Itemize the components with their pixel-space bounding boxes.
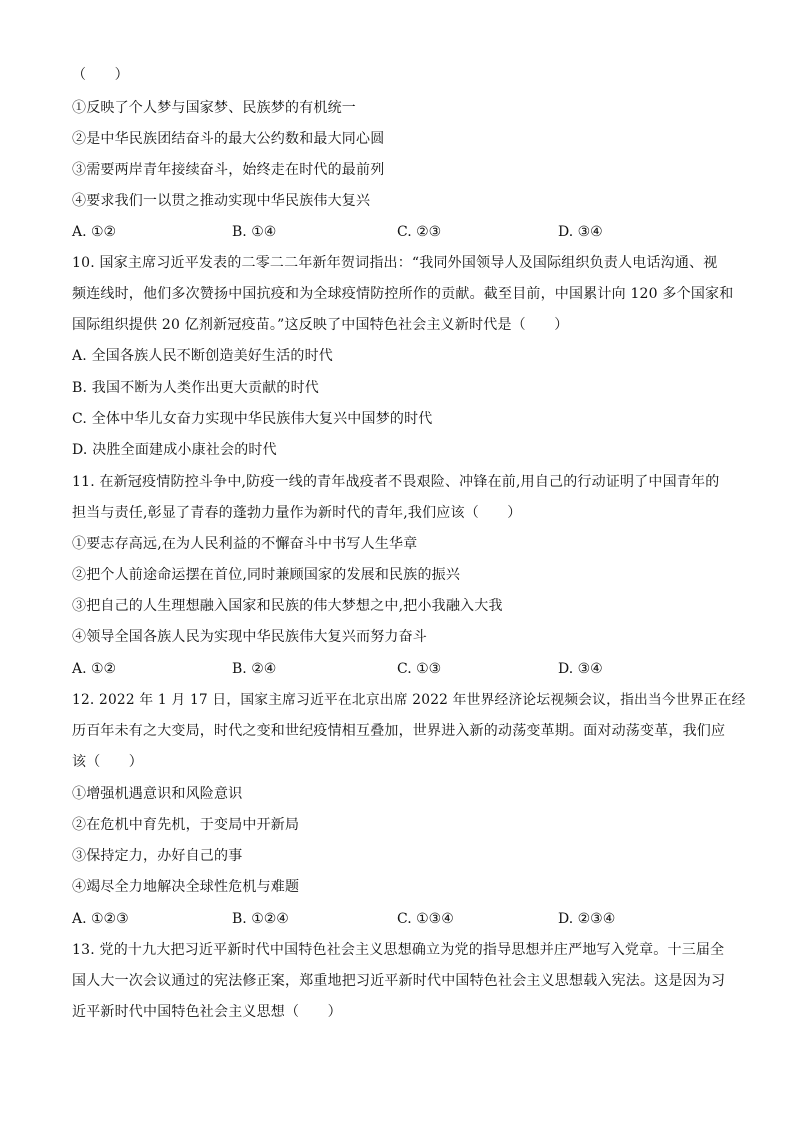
q11-option-d: D. ③④: [558, 661, 603, 677]
q9-option-a: A. ①②: [72, 224, 117, 240]
q12-option-d: D. ②③④: [558, 911, 616, 927]
q12-item-3: ③保持定力，办好自己的事: [72, 848, 243, 864]
q9-item-2: ②是中华民族团结奋斗的最大公约数和最大同心圆: [72, 131, 385, 147]
q12-item-4: ④竭尽全力地解决全球性危机与难题: [72, 879, 300, 895]
q12-option-b: B. ①②④: [232, 911, 289, 927]
q11-item-1: ①要志存高远,在为人民利益的不懈奋斗中书写人生华章: [72, 536, 418, 552]
q9-item-4: ④要求我们一以贯之推动实现中华民族伟大复兴: [72, 193, 371, 209]
q10-option-a: A. 全国各族人民不断创造美好生活的时代: [72, 348, 334, 364]
q13-stem-line-1: 13. 党的十九大把习近平新时代中国特色社会主义思想确立为党的指导思想并庄严地写入党章。十三届全: [72, 942, 725, 958]
q11-item-3: ③把自己的人生理想融入国家和民族的伟大梦想之中,把小我融入大我: [72, 598, 503, 614]
q12-option-c: C. ①③④: [397, 911, 454, 927]
q10-option-c: C. 全体中华儿女奋力实现中华民族伟大复兴中国梦的时代: [72, 411, 433, 427]
q13-stem-line-3: 近平新时代中国特色社会主义思想（ ）: [72, 1004, 342, 1020]
q11-stem-line-2: 担当与责任,彰显了青春的蓬勃力量作为新时代的青年,我们应该（ ）: [72, 505, 522, 521]
q9-item-1: ①反映了个人梦与国家梦、民族梦的有机统一: [72, 100, 356, 116]
q9-option-d: D. ③④: [558, 224, 603, 240]
q11-item-4: ④领导全国各族人民为实现中华民族伟大复兴而努力奋斗: [72, 629, 427, 645]
q10-stem-line-2: 频连线时，他们多次赞扬中国抗疫和为全球疫情防控所作的贡献。截至目前，中国累计向 120 多个国家和: [72, 286, 734, 302]
q10-option-b: B. 我国不断为人类作出更大贡献的时代: [72, 380, 319, 396]
q9-item-3: ③需要两岸青年接续奋斗，始终走在时代的最前列: [72, 162, 385, 178]
q11-option-b: B. ②④: [232, 661, 277, 677]
q12-option-a: A. ①②③: [72, 911, 129, 927]
q12-item-1: ①增强机遇意识和风险意识: [72, 786, 243, 802]
q11-stem-line-1: 11. 在新冠疫情防控斗争中,防疫一线的青年战疫者不畏艰险、冲锋在前,用自己的行动证明了中国青年的: [72, 474, 720, 490]
q10-stem-line-1: 10. 国家主席习近平发表的二零二二年新年贺词指出：“我同外国领导人及国际组织负责人电话沟通、视: [72, 255, 718, 271]
q9-option-c: C. ②③: [397, 224, 442, 240]
q13-stem-line-2: 国人大一次会议通过的宪法修正案，郑重地把习近平新时代中国特色社会主义思想载入宪法。这是因为习: [72, 973, 726, 989]
q12-stem-line-2: 历百年未有之大变局，时代之变和世纪疫情相互叠加，世界进入新的动荡变革期。面对动荡变革，我们应: [72, 723, 726, 739]
q11-option-a: A. ①②: [72, 661, 117, 677]
q12-stem-line-3: 该（ ）: [72, 754, 143, 770]
q12-stem-line-1: 12. 2022 年 1 月 17 日，国家主席习近平在北京出席 2022 年世界经济论坛视频会议，指出当今世界正在经: [72, 692, 746, 708]
q11-item-2: ②把个人前途命运摆在首位,同时兼顾国家的发展和民族的振兴: [72, 567, 461, 583]
q9-stem-tail: （ ）: [72, 67, 129, 83]
q11-option-c: C. ①③: [397, 661, 442, 677]
q10-option-d: D. 决胜全面建成小康社会的时代: [72, 442, 277, 458]
q10-stem-line-3: 国际组织提供 20 亿剂新冠疫苗。”这反映了中国特色社会主义新时代是（ ）: [72, 317, 569, 333]
q9-option-b: B. ①④: [232, 224, 277, 240]
q12-item-2: ②在危机中育先机，于变局中开新局: [72, 817, 300, 833]
